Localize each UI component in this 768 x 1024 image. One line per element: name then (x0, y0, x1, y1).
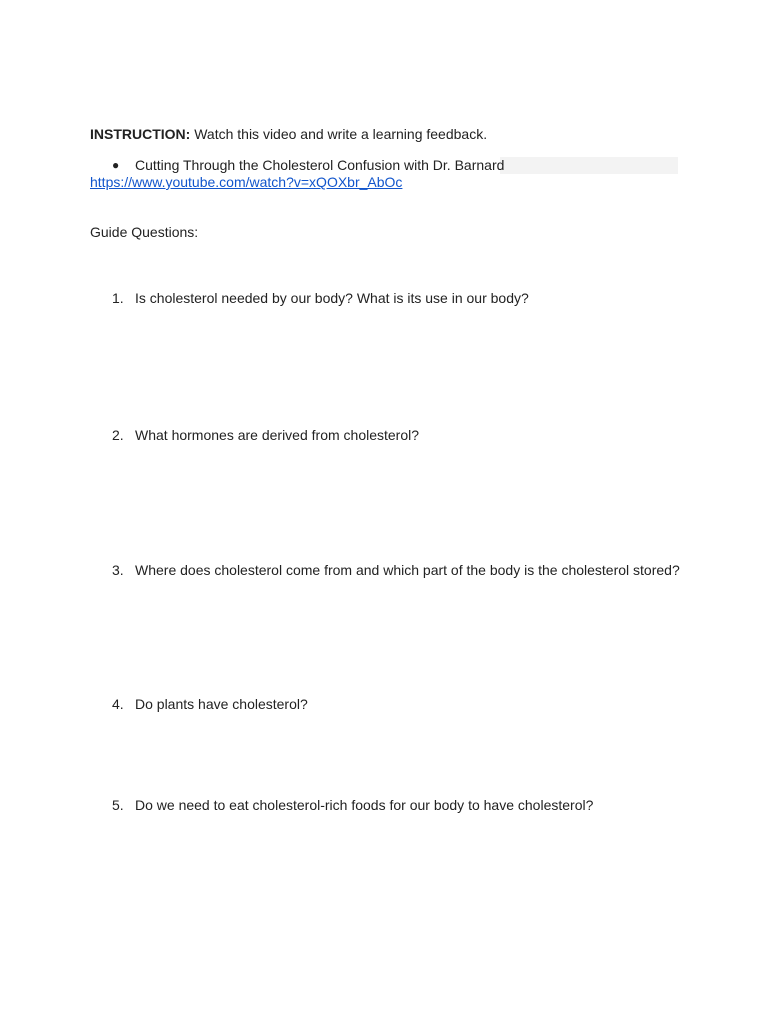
question-text: Is cholesterol needed by our body? What is its use in our body? (135, 290, 529, 306)
instruction-line (90, 126, 487, 143)
question-text: Where does cholesterol come from and which part of the body is the cholesterol stored? (135, 562, 680, 578)
question-number: 4. (112, 696, 124, 712)
question-text: Do plants have cholesterol? (135, 696, 308, 712)
text-highlight (500, 157, 678, 174)
video-title: Cutting Through the Cholesterol Confusion with Dr. Barnard (135, 157, 505, 173)
instruction-text: Watch this video and write a learning feedback. (190, 126, 488, 142)
video-bullet-item (90, 157, 678, 175)
question-number: 5. (112, 797, 124, 813)
guide-questions-heading: Guide Questions: (90, 224, 199, 240)
question-text: Do we need to eat cholesterol-rich foods for our body to have cholesterol? (135, 797, 594, 813)
instruction-label: INSTRUCTION: (90, 126, 191, 142)
question-text: What hormones are derived from cholesterol? (135, 427, 420, 443)
question-number: 1. (112, 290, 124, 306)
question-number: 2. (112, 427, 124, 443)
video-link[interactable]: https://www.youtube.com/watch?v=xQOXbr_AbOc (90, 174, 403, 190)
bullet-icon: ● (112, 158, 120, 172)
question-number: 3. (112, 562, 124, 578)
